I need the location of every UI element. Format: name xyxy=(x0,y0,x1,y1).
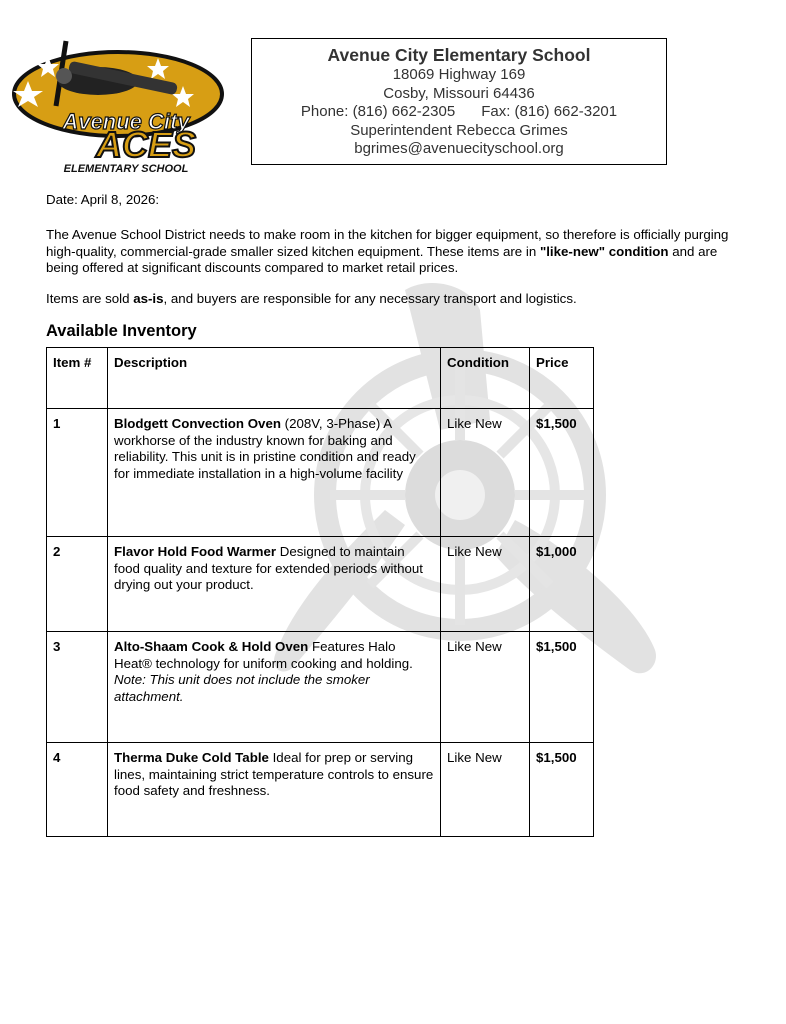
email[interactable]: bgrimes@avenuecityschool.org xyxy=(354,140,564,157)
table-row xyxy=(47,743,594,837)
terms-text: , and buyers are responsible for any necessary transport and logistics. xyxy=(163,291,577,306)
item-name: Flavor Hold Food Warmer xyxy=(114,544,277,559)
logo-line3: ELEMENTARY SCHOOL xyxy=(63,163,189,175)
item-description xyxy=(108,409,441,537)
item-price: $1,000 xyxy=(530,537,594,632)
item-name: Therma Duke Cold Table xyxy=(114,750,269,765)
inventory-heading: Available Inventory xyxy=(46,322,197,340)
item-number: 1 xyxy=(47,409,108,537)
superintendent: Superintendent Rebecca Grimes xyxy=(350,121,568,139)
header-description: Description xyxy=(108,348,441,409)
table-row xyxy=(47,409,594,537)
terms-bold: as-is xyxy=(133,291,164,306)
header-condition: Condition xyxy=(441,348,530,409)
logo-line1: Avenue City xyxy=(62,109,190,134)
item-name: Blodgett Convection Oven xyxy=(114,416,281,431)
item-description xyxy=(108,537,441,632)
item-number: 3 xyxy=(47,632,108,743)
school-info-box xyxy=(251,38,667,165)
table-row xyxy=(47,632,594,743)
item-desc: Designed to maintain food quality and texture for extended periods without drying out your product. xyxy=(114,544,423,592)
table-row xyxy=(47,537,594,632)
school-logo xyxy=(8,36,244,176)
item-number: 2 xyxy=(47,537,108,632)
inventory-table xyxy=(46,347,594,837)
item-price: $1,500 xyxy=(530,632,594,743)
table-header-row xyxy=(47,348,594,409)
item-condition: Like New xyxy=(441,632,530,743)
item-desc: (208V, 3-Phase) A workhorse of the industry known for baking and reliability. This unit is in pristine condition and ready for immediate installation in a high-volume facility xyxy=(114,416,416,481)
item-condition: Like New xyxy=(441,537,530,632)
fax: Fax: (816) 662-3201 xyxy=(481,103,618,120)
item-description xyxy=(108,632,441,743)
phone: Phone: (816) 662-2305 xyxy=(300,103,456,120)
school-name: Avenue City Elementary School xyxy=(327,45,591,65)
item-condition: Like New xyxy=(441,743,530,837)
address-line2: Cosby, Missouri 64436 xyxy=(383,84,535,102)
item-note: Note: This unit does not include the smoker attachment. xyxy=(114,672,370,704)
terms-paragraph xyxy=(46,291,746,308)
intro-text: and are being offered at significant discounts compared to market retail prices. xyxy=(46,243,718,275)
item-description xyxy=(108,743,441,837)
intro-text: The Avenue School District needs to make room in the kitchen for bigger equipment, so therefore is officially purging high-quality, commercial-grade smaller sized kitchen equipment. These items are in xyxy=(46,227,729,259)
item-number: 4 xyxy=(47,743,108,837)
logo-line2: ACES xyxy=(95,124,197,165)
item-name: Alto-Shaam Cook & Hold Oven xyxy=(114,639,309,654)
header-price: Price xyxy=(530,348,594,409)
item-price: $1,500 xyxy=(530,409,594,537)
item-price: $1,500 xyxy=(530,743,594,837)
terms-text: Items are sold xyxy=(46,291,134,306)
phone-fax-line xyxy=(252,103,666,122)
date-line: Date: April 8, 2026: xyxy=(46,192,160,207)
item-condition: Like New xyxy=(441,409,530,537)
header-item: Item # xyxy=(47,348,108,409)
intro-paragraph xyxy=(46,227,746,277)
item-desc: Ideal for prep or serving lines, maintaining strict temperature controls to ensure food safety and freshness. xyxy=(114,750,434,798)
intro-bold: "like-new" condition xyxy=(539,243,669,259)
address-line1: 18069 Highway 169 xyxy=(392,66,526,83)
item-desc: Features Halo Heat® technology for uniform cooking and holding. xyxy=(114,639,413,671)
